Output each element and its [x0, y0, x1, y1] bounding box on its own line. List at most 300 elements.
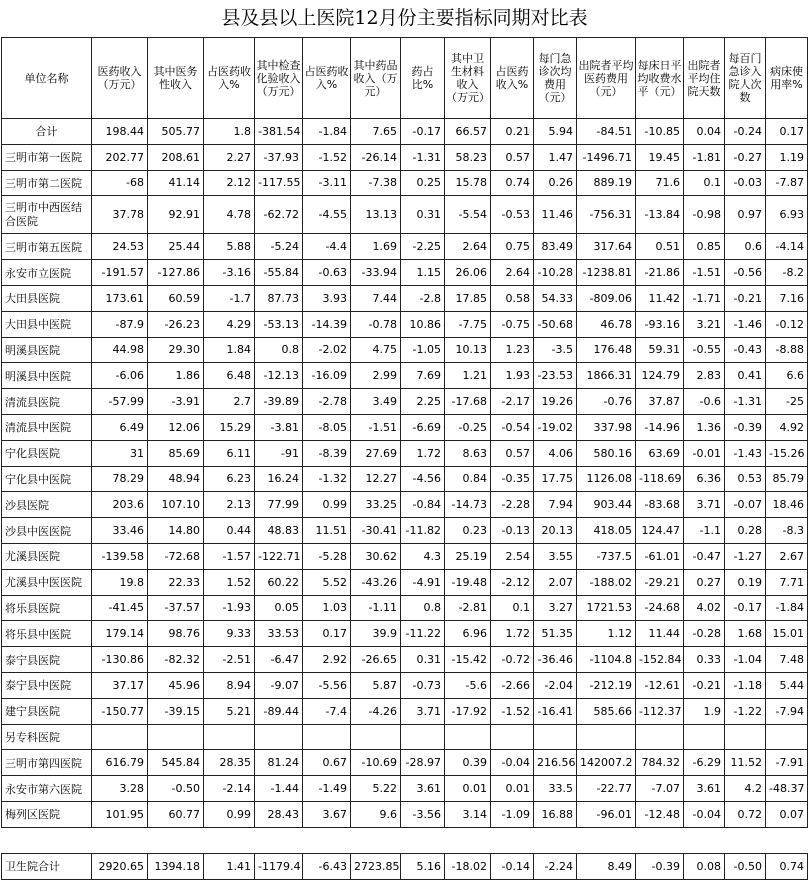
value-cell: 11.52 — [725, 750, 766, 776]
value-cell: 1.21 — [445, 363, 491, 389]
value-cell: -188.02 — [577, 569, 636, 595]
unit-name-cell: 三明市第四医院 — [2, 750, 92, 776]
value-cell: 0.44 — [204, 518, 255, 544]
value-cell: 83.49 — [534, 234, 577, 260]
value-cell: -1.22 — [725, 698, 766, 724]
value-cell: -2.04 — [534, 672, 577, 698]
value-cell: 27.69 — [351, 440, 401, 466]
value-cell: 46.78 — [577, 311, 636, 337]
value-cell: -0.12 — [766, 311, 808, 337]
value-cell: 7.48 — [766, 647, 808, 673]
value-cell: 87.73 — [255, 285, 303, 311]
value-cell: -96.01 — [577, 801, 636, 827]
value-cell: -0.50 — [148, 776, 204, 802]
value-cell: -12.48 — [636, 801, 684, 827]
value-cell: 0.04 — [684, 119, 725, 145]
unit-name-cell: 三明市第一医院 — [2, 144, 92, 170]
value-cell: 25.44 — [148, 234, 204, 260]
value-cell: -87.9 — [92, 311, 148, 337]
value-cell: 107.10 — [148, 492, 204, 518]
value-cell: -12.13 — [255, 363, 303, 389]
value-cell: -0.72 — [491, 647, 534, 673]
column-header: 占医药收入% — [204, 38, 255, 119]
unit-name-cell: 宁化县医院 — [2, 440, 92, 466]
value-cell: 1.68 — [725, 621, 766, 647]
table-row — [2, 389, 808, 415]
value-cell: -3.91 — [148, 389, 204, 415]
unit-name-cell: 清流县医院 — [2, 389, 92, 415]
value-cell: 92.91 — [148, 196, 204, 234]
value-cell: -2.24 — [534, 853, 577, 879]
value-cell: 101.95 — [92, 801, 148, 827]
value-cell: 2.25 — [401, 389, 445, 415]
value-cell: -0.03 — [725, 170, 766, 196]
unit-name-cell: 卫生院合计 — [2, 853, 92, 879]
value-cell: 0.75 — [491, 234, 534, 260]
value-cell: -25 — [766, 389, 808, 415]
value-cell: -1.51 — [684, 260, 725, 286]
value-cell: 60.59 — [148, 285, 204, 311]
value-cell: 3.71 — [401, 698, 445, 724]
value-cell: -10.28 — [534, 260, 577, 286]
value-cell: 59.31 — [636, 337, 684, 363]
table-row — [2, 234, 808, 260]
value-cell: 7.94 — [534, 492, 577, 518]
value-cell: -0.47 — [684, 543, 725, 569]
value-cell: 208.61 — [148, 144, 204, 170]
spacer-row — [2, 827, 808, 853]
column-header: 占医药收入% — [491, 38, 534, 119]
table-row — [2, 518, 808, 544]
table-row — [2, 621, 808, 647]
value-cell: 15.29 — [204, 414, 255, 440]
unit-name-cell: 宁化县中医院 — [2, 466, 92, 492]
value-cell: 8.94 — [204, 672, 255, 698]
value-cell: -1.44 — [255, 776, 303, 802]
value-cell: -191.57 — [92, 260, 148, 286]
value-cell: -1.04 — [725, 647, 766, 673]
value-cell: 0.84 — [445, 466, 491, 492]
value-cell: -6.06 — [92, 363, 148, 389]
value-cell: 2.83 — [684, 363, 725, 389]
value-cell: -15.26 — [766, 440, 808, 466]
value-cell: 29.30 — [148, 337, 204, 363]
value-cell: 3.28 — [92, 776, 148, 802]
value-cell: 60.77 — [148, 801, 204, 827]
value-cell: 37.17 — [92, 672, 148, 698]
value-cell: 26.06 — [445, 260, 491, 286]
value-cell: -1.43 — [725, 440, 766, 466]
column-header: 出院者平均住院天数 — [684, 38, 725, 119]
unit-name-cell: 将乐县中医院 — [2, 621, 92, 647]
value-cell: 66.57 — [445, 119, 491, 145]
value-cell: 0.39 — [445, 750, 491, 776]
value-cell: 545.84 — [148, 750, 204, 776]
table-row — [2, 119, 808, 145]
value-cell: -7.38 — [351, 170, 401, 196]
value-cell — [148, 724, 204, 750]
value-cell: -0.14 — [491, 853, 534, 879]
value-cell: -7.91 — [766, 750, 808, 776]
value-cell: 10.13 — [445, 337, 491, 363]
column-header: 出院者平均医药费用（元） — [577, 38, 636, 119]
value-cell: 9.33 — [204, 621, 255, 647]
column-header: 病床使用率% — [766, 38, 808, 119]
value-cell: -41.45 — [92, 595, 148, 621]
value-cell: 6.36 — [684, 466, 725, 492]
value-cell: 5.88 — [204, 234, 255, 260]
value-cell: 5.22 — [351, 776, 401, 802]
value-cell: 0.74 — [766, 853, 808, 879]
value-cell: 12.27 — [351, 466, 401, 492]
value-cell — [92, 724, 148, 750]
value-cell: 0.23 — [445, 518, 491, 544]
table-row — [2, 144, 808, 170]
value-cell: -5.56 — [303, 672, 351, 698]
value-cell: 1.15 — [401, 260, 445, 286]
table-row — [2, 801, 808, 827]
column-header: 单位名称 — [2, 38, 92, 119]
value-cell: -0.73 — [401, 672, 445, 698]
value-cell: 37.78 — [92, 196, 148, 234]
value-cell: 6.93 — [766, 196, 808, 234]
table-row — [2, 750, 808, 776]
table-row — [2, 440, 808, 466]
unit-name-cell: 梅列区医院 — [2, 801, 92, 827]
value-cell: 0.57 — [491, 144, 534, 170]
value-cell: 0.97 — [725, 196, 766, 234]
value-cell: -1238.81 — [577, 260, 636, 286]
value-cell: -53.13 — [255, 311, 303, 337]
value-cell: 0.25 — [401, 170, 445, 196]
value-cell: 15.78 — [445, 170, 491, 196]
value-cell: 41.14 — [148, 170, 204, 196]
value-cell: -29.21 — [636, 569, 684, 595]
value-cell — [577, 724, 636, 750]
value-cell — [636, 724, 684, 750]
table-row — [2, 724, 808, 750]
value-cell: 0.58 — [491, 285, 534, 311]
value-cell: 22.33 — [148, 569, 204, 595]
value-cell: -212.19 — [577, 672, 636, 698]
table-row — [2, 569, 808, 595]
value-cell: -5.54 — [445, 196, 491, 234]
value-cell: -0.01 — [684, 440, 725, 466]
value-cell: 7.69 — [401, 363, 445, 389]
unit-name-cell: 大田县中医院 — [2, 311, 92, 337]
value-cell: 4.3 — [401, 543, 445, 569]
table-row — [2, 776, 808, 802]
value-cell: 5.94 — [534, 119, 577, 145]
unit-name-cell: 尤溪县中医医院 — [2, 569, 92, 595]
value-cell: 20.13 — [534, 518, 577, 544]
value-cell: 0.67 — [303, 750, 351, 776]
value-cell: 5.87 — [351, 672, 401, 698]
table-row — [2, 492, 808, 518]
spacer-cell — [2, 827, 808, 853]
value-cell: 3.21 — [684, 311, 725, 337]
value-cell: 33.46 — [92, 518, 148, 544]
value-cell: -112.37 — [636, 698, 684, 724]
value-cell: -150.77 — [92, 698, 148, 724]
column-header: 每床日平均收费水平（元） — [636, 38, 684, 119]
column-header: 其中药品收入（万元） — [351, 38, 401, 119]
value-cell: 54.33 — [534, 285, 577, 311]
unit-name-cell: 尤溪县医院 — [2, 543, 92, 569]
value-cell: -22.77 — [577, 776, 636, 802]
value-cell: 1.03 — [303, 595, 351, 621]
value-cell: 0.99 — [303, 492, 351, 518]
value-cell: 31 — [92, 440, 148, 466]
value-cell: 15.01 — [766, 621, 808, 647]
value-cell: -89.44 — [255, 698, 303, 724]
value-cell: 28.43 — [255, 801, 303, 827]
value-cell: 0.08 — [684, 853, 725, 879]
value-cell: -1.31 — [401, 144, 445, 170]
column-header: 其中检查化验收入（万元） — [255, 38, 303, 119]
value-cell: -0.27 — [725, 144, 766, 170]
value-cell: 16.88 — [534, 801, 577, 827]
value-cell: -0.43 — [725, 337, 766, 363]
value-cell — [534, 724, 577, 750]
value-cell: 3.67 — [303, 801, 351, 827]
column-header: 医药收入（万元） — [92, 38, 148, 119]
column-header: 占医药收入% — [303, 38, 351, 119]
value-cell: -6.47 — [255, 647, 303, 673]
value-cell: 0.21 — [491, 119, 534, 145]
value-cell: 3.71 — [684, 492, 725, 518]
value-cell: 6.23 — [204, 466, 255, 492]
value-cell — [766, 724, 808, 750]
value-cell: -809.06 — [577, 285, 636, 311]
value-cell: 85.79 — [766, 466, 808, 492]
value-cell: 1.69 — [351, 234, 401, 260]
value-cell: -30.41 — [351, 518, 401, 544]
value-cell: 11.42 — [636, 285, 684, 311]
value-cell: -7.94 — [766, 698, 808, 724]
value-cell: 85.69 — [148, 440, 204, 466]
value-cell: 0.17 — [766, 119, 808, 145]
value-cell: -3.5 — [534, 337, 577, 363]
value-cell: 2723.85 — [351, 853, 401, 879]
value-cell: 11.44 — [636, 621, 684, 647]
value-cell: -4.4 — [303, 234, 351, 260]
value-cell: -82.32 — [148, 647, 204, 673]
value-cell: 0.1 — [491, 595, 534, 621]
value-cell: 7.71 — [766, 569, 808, 595]
column-header: 药占比% — [401, 38, 445, 119]
value-cell: 0.8 — [255, 337, 303, 363]
value-cell: -1.51 — [351, 414, 401, 440]
value-cell: 77.99 — [255, 492, 303, 518]
value-cell: 18.46 — [766, 492, 808, 518]
unit-name-cell: 明溪县医院 — [2, 337, 92, 363]
table-row — [2, 672, 808, 698]
value-cell: -0.6 — [684, 389, 725, 415]
value-cell: -2.17 — [491, 389, 534, 415]
value-cell: 60.22 — [255, 569, 303, 595]
value-cell: -8.2 — [766, 260, 808, 286]
value-cell: 3.61 — [684, 776, 725, 802]
value-cell: 3.93 — [303, 285, 351, 311]
value-cell: -0.17 — [725, 595, 766, 621]
table-row — [2, 337, 808, 363]
value-cell: -26.65 — [351, 647, 401, 673]
value-cell: -1.05 — [401, 337, 445, 363]
value-cell: 2.7 — [204, 389, 255, 415]
value-cell: -1.57 — [204, 543, 255, 569]
value-cell: -2.51 — [204, 647, 255, 673]
value-cell: 0.41 — [725, 363, 766, 389]
value-cell: 1.52 — [204, 569, 255, 595]
value-cell: 51.35 — [534, 621, 577, 647]
value-cell: 1.72 — [401, 440, 445, 466]
value-cell: 33.25 — [351, 492, 401, 518]
value-cell: -37.93 — [255, 144, 303, 170]
value-cell: -13.84 — [636, 196, 684, 234]
table-row — [2, 853, 808, 879]
value-cell: 12.06 — [148, 414, 204, 440]
value-cell: 4.06 — [534, 440, 577, 466]
unit-name-cell: 沙县医院 — [2, 492, 92, 518]
value-cell: -28.97 — [401, 750, 445, 776]
value-cell: 1.36 — [684, 414, 725, 440]
value-cell: -0.25 — [445, 414, 491, 440]
value-cell: 198.44 — [92, 119, 148, 145]
value-cell: 2.27 — [204, 144, 255, 170]
table-row — [2, 647, 808, 673]
value-cell: 2.64 — [491, 260, 534, 286]
column-header: 其中医务性收入 — [148, 38, 204, 119]
value-cell: 45.96 — [148, 672, 204, 698]
value-cell: -0.24 — [725, 119, 766, 145]
value-cell: -0.55 — [684, 337, 725, 363]
value-cell: 9.6 — [351, 801, 401, 827]
value-cell: 16.24 — [255, 466, 303, 492]
value-cell: -12.61 — [636, 672, 684, 698]
value-cell: 28.35 — [204, 750, 255, 776]
value-cell: -737.5 — [577, 543, 636, 569]
value-cell: -15.42 — [445, 647, 491, 673]
value-cell: -91 — [255, 440, 303, 466]
value-cell: -39.89 — [255, 389, 303, 415]
value-cell: 0.33 — [684, 647, 725, 673]
unit-name-cell: 泰宁县中医院 — [2, 672, 92, 698]
value-cell: -3.56 — [401, 801, 445, 827]
value-cell: 44.98 — [92, 337, 148, 363]
value-cell: -8.88 — [766, 337, 808, 363]
value-cell: 3.61 — [401, 776, 445, 802]
value-cell: -48.37 — [766, 776, 808, 802]
value-cell: -26.23 — [148, 311, 204, 337]
value-cell: -17.68 — [445, 389, 491, 415]
value-cell: 2920.65 — [92, 853, 148, 879]
value-cell: -19.48 — [445, 569, 491, 595]
value-cell: 784.32 — [636, 750, 684, 776]
value-cell: -2.8 — [401, 285, 445, 311]
table-row — [2, 170, 808, 196]
value-cell: 0.6 — [725, 234, 766, 260]
unit-name-cell: 三明市第二医院 — [2, 170, 92, 196]
value-cell — [725, 724, 766, 750]
value-cell: -39.15 — [148, 698, 204, 724]
value-cell: -0.84 — [401, 492, 445, 518]
unit-name-cell: 三明市中西医结合医院 — [2, 196, 92, 234]
value-cell: -1.46 — [725, 311, 766, 337]
value-cell: 505.77 — [148, 119, 204, 145]
value-cell: -43.26 — [351, 569, 401, 595]
value-cell: 5.44 — [766, 672, 808, 698]
value-cell: -122.71 — [255, 543, 303, 569]
value-cell: -16.41 — [534, 698, 577, 724]
table-row — [2, 363, 808, 389]
value-cell: -0.21 — [725, 285, 766, 311]
value-cell: -2.81 — [445, 595, 491, 621]
value-cell: -2.25 — [401, 234, 445, 260]
value-cell: 0.72 — [725, 801, 766, 827]
value-cell: 8.49 — [577, 853, 636, 879]
value-cell: -1.32 — [303, 466, 351, 492]
value-cell: -2.28 — [491, 492, 534, 518]
table-row — [2, 196, 808, 234]
value-cell: 0.19 — [725, 569, 766, 595]
value-cell: -1.11 — [351, 595, 401, 621]
value-cell: -50.68 — [534, 311, 577, 337]
table-row — [2, 595, 808, 621]
value-cell: 142007.2 — [577, 750, 636, 776]
table-row — [2, 543, 808, 569]
value-cell: 33.53 — [255, 621, 303, 647]
value-cell: 1.41 — [204, 853, 255, 879]
table-row — [2, 311, 808, 337]
value-cell: 418.05 — [577, 518, 636, 544]
value-cell: -11.82 — [401, 518, 445, 544]
value-cell: -18.02 — [445, 853, 491, 879]
value-cell: 5.16 — [401, 853, 445, 879]
value-cell: -68 — [92, 170, 148, 196]
value-cell: -2.14 — [204, 776, 255, 802]
table-row — [2, 414, 808, 440]
value-cell: 37.87 — [636, 389, 684, 415]
value-cell: -1.84 — [766, 595, 808, 621]
value-cell: -7.07 — [636, 776, 684, 802]
value-cell: -55.84 — [255, 260, 303, 286]
value-cell: 2.99 — [351, 363, 401, 389]
report-title: 县及县以上医院12月份主要指标同期对比表 — [221, 7, 588, 29]
value-cell — [401, 724, 445, 750]
value-cell: -7.4 — [303, 698, 351, 724]
value-cell: 48.83 — [255, 518, 303, 544]
value-cell: -11.22 — [401, 621, 445, 647]
value-cell: -14.73 — [445, 492, 491, 518]
unit-name-cell: 泰宁县医院 — [2, 647, 92, 673]
value-cell: -23.53 — [534, 363, 577, 389]
value-cell: -0.39 — [636, 853, 684, 879]
value-cell: 124.79 — [636, 363, 684, 389]
value-cell: 0.8 — [401, 595, 445, 621]
value-cell: -0.54 — [491, 414, 534, 440]
value-cell: -1.7 — [204, 285, 255, 311]
value-cell: 202.77 — [92, 144, 148, 170]
value-cell: 1.23 — [491, 337, 534, 363]
value-cell: 48.94 — [148, 466, 204, 492]
value-cell: -152.84 — [636, 647, 684, 673]
value-cell: 0.28 — [725, 518, 766, 544]
value-cell: 2.67 — [766, 543, 808, 569]
unit-name-cell: 沙县中医医院 — [2, 518, 92, 544]
value-cell: -1.27 — [725, 543, 766, 569]
table-row — [2, 466, 808, 492]
